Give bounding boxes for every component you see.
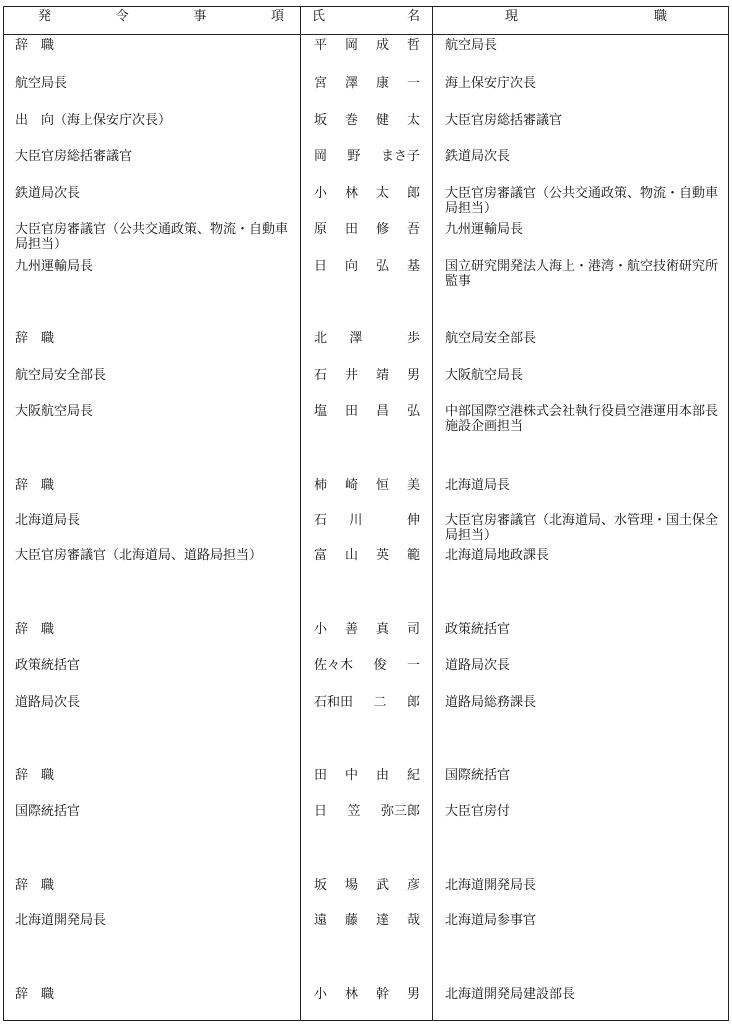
order-cell: 辞 職 xyxy=(15,38,55,53)
current-post-cell: 北海道開発局長 xyxy=(445,878,537,893)
name-part: 哉 xyxy=(406,913,420,928)
order-cell: 道路局次長 xyxy=(15,695,81,710)
current-post-cell: 国際統括官 xyxy=(445,768,511,783)
name-part: 井 xyxy=(344,368,358,383)
name-cell xyxy=(314,622,420,637)
current-post-cell: 中部国際空港株式会社執行役員空港運用本部長施設企画担当 xyxy=(445,404,719,434)
order-cell: 大臣官房審議官（北海道局、道路局担当） xyxy=(15,548,263,563)
name-part: 佐々木 xyxy=(314,658,354,673)
current-post-cell: 道路局総務課長 xyxy=(445,695,537,710)
name-part: 太 xyxy=(375,186,389,201)
header-order xyxy=(38,5,284,24)
name-part: 基 xyxy=(406,259,420,274)
header-current xyxy=(505,5,667,24)
name-cell xyxy=(314,768,420,783)
name-part: 靖 xyxy=(375,368,389,383)
name-part: 岡 xyxy=(344,38,358,53)
name-cell xyxy=(314,76,420,91)
name-part: 司 xyxy=(406,622,420,637)
header-order-char: 令 xyxy=(115,9,129,24)
name-part: 坂 xyxy=(314,113,328,128)
name-cell xyxy=(314,149,420,164)
order-cell: 辞 職 xyxy=(15,478,55,493)
name-cell xyxy=(314,222,420,237)
current-post-cell: 航空局安全部長 xyxy=(445,331,537,346)
name-cell xyxy=(314,987,420,1002)
order-cell: 政策統括官 xyxy=(15,658,81,673)
name-cell xyxy=(314,368,420,383)
current-post-cell: 大臣官房審議官（公共交通政策、物流・自動車局担当） xyxy=(445,186,719,216)
current-post-cell: 北海道局長 xyxy=(445,478,511,493)
name-part: 宮 xyxy=(314,76,328,91)
current-post-cell: 北海道開発局建設部長 xyxy=(445,987,576,1002)
name-part: 笠 xyxy=(347,804,361,819)
name-part: 康 xyxy=(375,76,389,91)
header-name-char: 名 xyxy=(406,9,420,24)
name-part: 澤 xyxy=(349,331,363,346)
name-part: 弘 xyxy=(375,259,389,274)
current-post-cell: 海上保安庁次長 xyxy=(445,76,537,91)
header-divider xyxy=(4,34,728,35)
order-cell: 航空局長 xyxy=(15,76,68,91)
order-cell: 北海道開発局長 xyxy=(15,913,107,928)
header-name xyxy=(312,5,420,24)
current-post-cell: 北海道局地政課長 xyxy=(445,548,550,563)
current-post-cell: 大阪航空局長 xyxy=(445,368,524,383)
name-part: 弘 xyxy=(406,404,420,419)
name-part: 塩 xyxy=(314,404,328,419)
name-part: 柿 xyxy=(314,478,328,493)
name-part: 岡 xyxy=(314,149,328,164)
name-part: 昌 xyxy=(375,404,389,419)
name-part: 日 xyxy=(314,259,328,274)
current-post-cell: 九州運輸局長 xyxy=(445,222,524,237)
order-cell: 大阪航空局長 xyxy=(15,404,94,419)
name-part: 川 xyxy=(349,513,363,528)
name-part: 真 xyxy=(375,622,389,637)
name-part: 健 xyxy=(375,113,389,128)
name-part: 小 xyxy=(314,622,328,637)
name-part: 彦 xyxy=(406,878,420,893)
order-cell: 辞 職 xyxy=(15,331,55,346)
name-cell xyxy=(314,658,420,673)
name-part: 武 xyxy=(375,878,389,893)
order-cell: 航空局安全部長 xyxy=(15,368,107,383)
order-cell: 大臣官房総括審議官 xyxy=(15,149,133,164)
name-cell xyxy=(314,548,420,563)
name-part: 坂 xyxy=(314,878,328,893)
current-post-cell: 道路局次長 xyxy=(445,658,511,673)
name-part: 美 xyxy=(406,478,420,493)
name-part: 林 xyxy=(344,186,358,201)
order-cell: 辞 職 xyxy=(15,878,55,893)
name-part: 日 xyxy=(314,804,328,819)
order-cell: 国際統括官 xyxy=(15,804,81,819)
name-part: 善 xyxy=(344,622,358,637)
name-part: 石和田 xyxy=(314,695,354,710)
name-part: 一 xyxy=(406,76,420,91)
name-part: 男 xyxy=(406,368,420,383)
name-cell xyxy=(314,513,420,528)
header-order-char: 事 xyxy=(193,9,207,24)
name-cell xyxy=(314,913,420,928)
name-cell xyxy=(314,331,420,346)
order-cell: 大臣官房審議官（公共交通政策、物流・自動車局担当） xyxy=(15,222,289,252)
name-part: 富 xyxy=(314,548,328,563)
name-part: 田 xyxy=(314,768,328,783)
name-cell xyxy=(314,804,420,819)
header-current-char: 職 xyxy=(653,9,667,24)
order-cell: 鉄道局次長 xyxy=(15,186,81,201)
name-part: 藤 xyxy=(344,913,358,928)
header-name-char: 氏 xyxy=(312,9,326,24)
current-post-cell: 北海道局参事官 xyxy=(445,913,537,928)
name-part: 英 xyxy=(375,548,389,563)
name-cell xyxy=(314,695,420,710)
name-part: 小 xyxy=(314,186,328,201)
column-divider-2 xyxy=(432,7,433,1020)
current-post-cell: 大臣官房総括審議官 xyxy=(445,113,563,128)
name-part: 田 xyxy=(344,222,358,237)
name-part: 石 xyxy=(314,368,328,383)
name-part: 成 xyxy=(375,38,389,53)
name-cell xyxy=(314,186,420,201)
name-part: 吾 xyxy=(406,222,420,237)
order-cell: 辞 職 xyxy=(15,768,55,783)
name-part: 伸 xyxy=(406,513,420,528)
name-part: 由 xyxy=(375,768,389,783)
name-part: 紀 xyxy=(406,768,420,783)
name-part: 向 xyxy=(344,259,358,274)
current-post-cell: 航空局長 xyxy=(445,38,498,53)
name-cell xyxy=(314,113,420,128)
name-part: 郎 xyxy=(406,695,420,710)
name-part: 山 xyxy=(344,548,358,563)
name-part: まさ子 xyxy=(380,149,420,164)
name-part: 郎 xyxy=(406,186,420,201)
order-cell: 出 向（海上保安庁次長） xyxy=(15,113,172,128)
name-part: 幹 xyxy=(375,987,389,1002)
name-part: 男 xyxy=(406,987,420,1002)
name-cell xyxy=(314,878,420,893)
name-cell xyxy=(314,259,420,274)
name-part: 一 xyxy=(406,658,420,673)
name-part: 俊 xyxy=(373,658,387,673)
name-part: 恒 xyxy=(375,478,389,493)
name-part: 小 xyxy=(314,987,328,1002)
header-order-char: 発 xyxy=(38,9,52,24)
column-divider-1 xyxy=(300,7,301,1020)
name-part: 中 xyxy=(344,768,358,783)
name-part: 二 xyxy=(373,695,387,710)
name-cell xyxy=(314,38,420,53)
name-part: 北 xyxy=(314,331,328,346)
name-part: 修 xyxy=(375,222,389,237)
current-post-cell: 大臣官房審議官（北海道局、水管理・国土保全局担当） xyxy=(445,513,719,543)
name-part: 範 xyxy=(406,548,420,563)
name-part: 達 xyxy=(375,913,389,928)
order-cell: 辞 職 xyxy=(15,622,55,637)
current-post-cell: 鉄道局次長 xyxy=(445,149,511,164)
current-post-cell: 大臣官房付 xyxy=(445,804,511,819)
name-part: 平 xyxy=(314,38,328,53)
order-cell: 北海道局長 xyxy=(15,513,81,528)
name-part: 澤 xyxy=(344,76,358,91)
name-part: 歩 xyxy=(406,331,420,346)
name-part: 太 xyxy=(406,113,420,128)
current-post-cell: 政策統括官 xyxy=(445,622,511,637)
name-part: 林 xyxy=(344,987,358,1002)
order-cell: 九州運輸局長 xyxy=(15,259,94,274)
name-cell xyxy=(314,404,420,419)
order-cell: 辞 職 xyxy=(15,987,55,1002)
name-part: 原 xyxy=(314,222,328,237)
name-part: 崎 xyxy=(344,478,358,493)
header-current-char: 現 xyxy=(505,9,519,24)
name-cell xyxy=(314,478,420,493)
name-part: 田 xyxy=(344,404,358,419)
current-post-cell: 国立研究開発法人海上・港湾・航空技術研究所監事 xyxy=(445,259,719,289)
name-part: 弥三郎 xyxy=(380,804,420,819)
name-part: 場 xyxy=(344,878,358,893)
name-part: 石 xyxy=(314,513,328,528)
header-order-char: 項 xyxy=(270,9,284,24)
name-part: 巻 xyxy=(344,113,358,128)
name-part: 遠 xyxy=(314,913,328,928)
name-part: 哲 xyxy=(406,38,420,53)
name-part: 野 xyxy=(347,149,361,164)
